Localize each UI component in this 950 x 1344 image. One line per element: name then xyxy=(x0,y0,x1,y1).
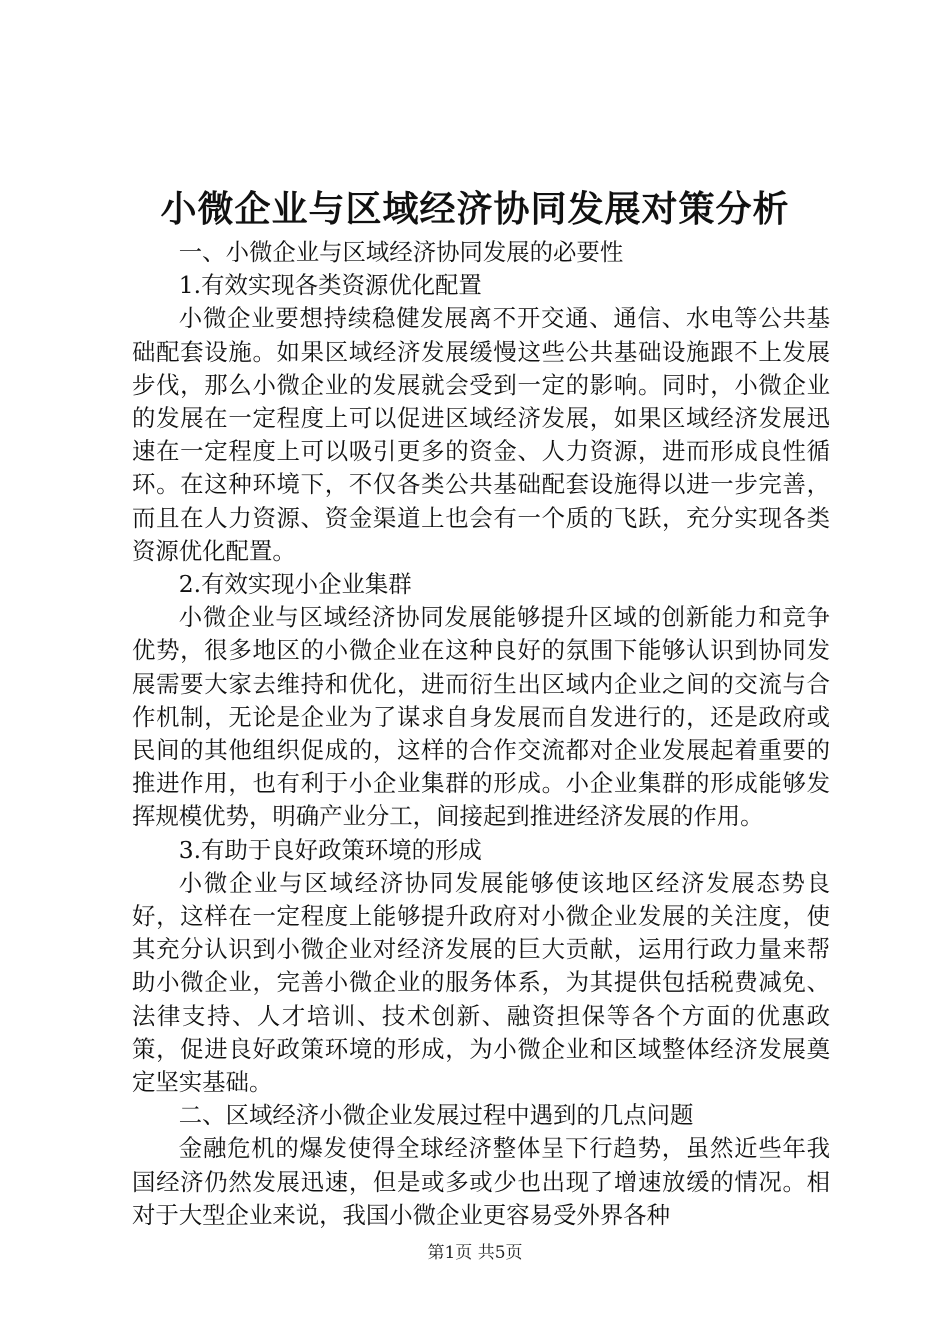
paragraph-2: 小微企业与区域经济协同发展能够提升区域的创新能力和竞争优势，很多地区的小微企业在这种良好的氛围下能够认识到协同发展需要大家去维持和优化，进而衍生出区域内企业之间的交流与合作机制，无论是企业为了谋求自身发展而自发进行的，还是政府或民间的其他组织促成的，这样的合作交流都对企业发展起着重要的推进作用，也有利于小企业集群的形成。小企业集群的形成能够发挥规模优势，明确产业分工，间接起到推进经济发展的作用。 xyxy=(132,603,830,831)
paragraph-3: 小微企业与区域经济协同发展能够使该地区经济发展态势良好，这样在一定程度上能够提升政府对小微企业发展的关注度，使其充分认识到小微企业对经济发展的巨大贡献，运用行政力量来帮助小微企业，完善小微企业的服务体系，为其提供包括税费减免、法律支持、人才培训、技术创新、融资担保等各个方面的优惠政策，促进良好政策环境的形成，为小微企业和区域整体经济发展奠定坚实基础。 xyxy=(132,868,830,1097)
document-body xyxy=(132,236,830,1232)
page-number-footer: 第1页 共5页 xyxy=(427,1243,523,1263)
section-heading-2: 二、区域经济小微企业发展过程中遇到的几点问题 xyxy=(178,1101,694,1130)
subsection-heading-3: 3.有助于良好政策环境的形成 xyxy=(178,835,482,864)
section-heading-1: 一、小微企业与区域经济协同发展的必要性 xyxy=(178,238,624,266)
paragraph-4: 金融危机的爆发使得全球经济整体呈下行趋势，虽然近些年我国经济仍然发展迅速，但是或多或少也出现了增速放缓的情况。相对于大型企业来说，我国小微企业更容易受外界各种 xyxy=(132,1134,830,1229)
paragraph-1: 小微企业要想持续稳健发展离不开交通、通信、水电等公共基础配套设施。如果区域经济发展缓慢这些公共基础设施跟不上发展步伐，那么小微企业的发展就会受到一定的影响。同时，小微企业的发展在一定程度上可以促进区域经济发展，如果区域经济发展迅速在一定程度上可以吸引更多的资金、人力资源，进而形成良性循环。在这种环境下，不仅各类公共基础配套设施得以进一步完善，而且在人力资源、资金渠道上也会有一个质的飞跃，充分实现各类资源优化配置。 xyxy=(132,304,830,565)
subsection-heading-1: 1.有效实现各类资源优化配置 xyxy=(178,271,482,300)
subsection-heading-2: 2.有效实现小企业集群 xyxy=(178,570,412,599)
document-title: 小微企业与区域经济协同发展对策分析 xyxy=(160,188,790,230)
